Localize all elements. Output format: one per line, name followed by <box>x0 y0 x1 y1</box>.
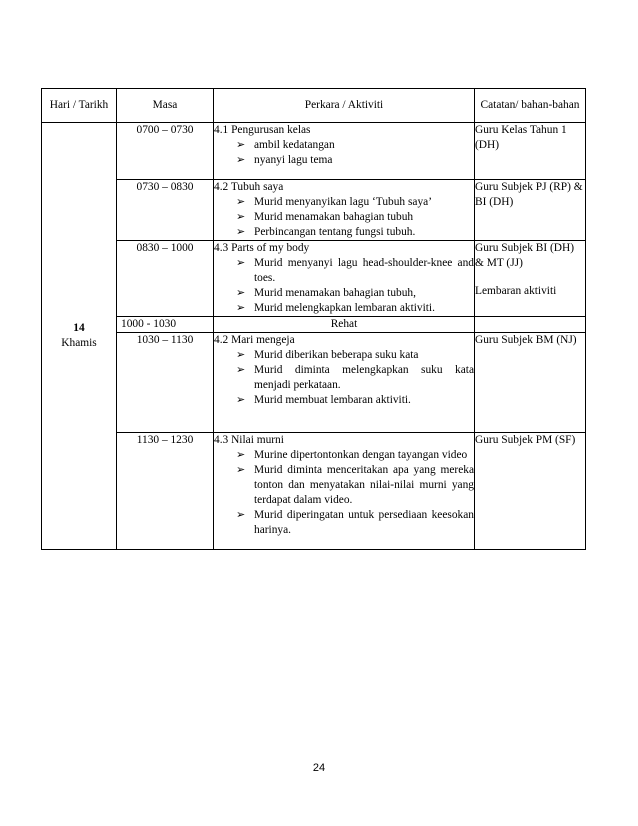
time-cell: 1130 – 1230 <box>117 433 214 550</box>
activity-list <box>214 138 474 168</box>
day-name: Khamis <box>61 337 97 349</box>
header-notes: Catatan/ bahan-bahan <box>475 89 586 123</box>
list-item: ➢ ambil kedatangan <box>236 139 335 151</box>
activity-cell <box>214 123 475 180</box>
day-cell <box>42 123 117 550</box>
activity-cell <box>214 180 475 241</box>
activity-title: 4.3 Nilai murni <box>214 434 284 446</box>
arrowhead-bullet-icon: ➢ <box>236 196 246 208</box>
activity-cell <box>214 333 475 433</box>
header-time: Masa <box>117 89 214 123</box>
break-label: Rehat <box>214 317 475 333</box>
arrowhead-bullet-icon: ➢ <box>236 226 246 238</box>
list-item: ➢ Murid menamakan bahagian tubuh <box>236 211 414 223</box>
list-item: ➢ Perbincangan tentang fungsi tubuh. <box>236 226 416 238</box>
table-row <box>42 433 586 550</box>
header-day: Hari / Tarikh <box>42 89 117 123</box>
list-item: ➢ Murid menyanyi lagu head-shoulder-knee and toes. <box>236 257 474 284</box>
time-cell: 1000 - 1030 <box>117 317 214 333</box>
activity-list <box>214 256 474 316</box>
notes-cell <box>475 333 586 433</box>
list-item: ➢ Murid diminta melengkapkan suku kata menjadi perkataan. <box>236 364 474 391</box>
list-item: ➢ Murid diperingatan untuk persediaan keesokan harinya. <box>236 509 474 536</box>
table-row <box>42 333 586 433</box>
list-item: ➢ Murid melengkapkan lembaran aktiviti. <box>236 302 435 314</box>
page-number: 24 <box>312 762 326 774</box>
notes-cell <box>475 433 586 550</box>
activity-list <box>214 195 474 240</box>
notes-cell <box>475 317 586 333</box>
notes-cell <box>475 241 586 317</box>
list-item: ➢ Murid membuat lembaran aktiviti. <box>236 394 411 406</box>
schedule-table <box>41 88 586 550</box>
time-cell: 1030 – 1130 <box>117 333 214 433</box>
arrowhead-bullet-icon: ➢ <box>236 154 246 166</box>
note-text: Guru Kelas Tahun 1 (DH) <box>475 124 567 151</box>
note-text: Guru Subjek PJ (RP) & BI (DH) <box>475 181 583 208</box>
list-item: ➢ Murid diminta menceritakan apa yang mereka tonton dan menyatakan nilai-nilai murni yang terdapat dalam video. <box>236 464 474 506</box>
arrowhead-bullet-icon: ➢ <box>236 509 246 521</box>
activity-cell <box>214 241 475 317</box>
note-text: Guru Subjek BM (NJ) <box>475 334 577 346</box>
activity-title: 4.2 Mari mengeja <box>214 334 295 346</box>
arrowhead-bullet-icon: ➢ <box>236 364 246 376</box>
arrowhead-bullet-icon: ➢ <box>236 464 246 476</box>
time-cell: 0700 – 0730 <box>117 123 214 180</box>
notes-cell <box>475 180 586 241</box>
break-row <box>42 317 586 333</box>
table-row <box>42 180 586 241</box>
arrowhead-bullet-icon: ➢ <box>236 211 246 223</box>
arrowhead-bullet-icon: ➢ <box>236 394 246 406</box>
arrowhead-bullet-icon: ➢ <box>236 302 246 314</box>
note-text: Guru Subjek PM (SF) <box>475 434 576 446</box>
notes-cell <box>475 123 586 180</box>
table-row <box>42 241 586 317</box>
arrowhead-bullet-icon: ➢ <box>236 349 246 361</box>
list-item: ➢ nyanyi lagu tema <box>236 154 333 166</box>
list-item: ➢ Murid menamakan bahagian tubuh, <box>236 287 416 299</box>
list-item: ➢ Murid diberikan beberapa suku kata <box>236 349 419 361</box>
activity-title: 4.2 Tubuh saya <box>214 181 284 193</box>
list-item: ➢ Murid menyanyikan lagu ‘Tubuh saya’ <box>236 196 433 208</box>
time-cell: 0730 – 0830 <box>117 180 214 241</box>
activity-list <box>214 348 474 408</box>
header-activity: Perkara / Aktiviti <box>214 89 475 123</box>
arrowhead-bullet-icon: ➢ <box>236 139 246 151</box>
activity-cell <box>214 433 475 550</box>
arrowhead-bullet-icon: ➢ <box>236 449 246 461</box>
activity-title: 4.1 Pengurusan kelas <box>214 124 311 136</box>
note-text: Lembaran aktiviti <box>475 285 557 297</box>
day-number: 14 <box>73 322 85 334</box>
note-text: Guru Subjek BI (DH) & MT (JJ) <box>475 242 575 269</box>
header-row <box>42 89 586 123</box>
arrowhead-bullet-icon: ➢ <box>236 287 246 299</box>
table-row <box>42 123 586 180</box>
activity-list <box>214 448 474 538</box>
arrowhead-bullet-icon: ➢ <box>236 257 246 269</box>
list-item: ➢ Murine dipertontonkan dengan tayangan video <box>236 449 468 461</box>
time-cell: 0830 – 1000 <box>117 241 214 317</box>
activity-title: 4.3 Parts of my body <box>214 242 310 254</box>
